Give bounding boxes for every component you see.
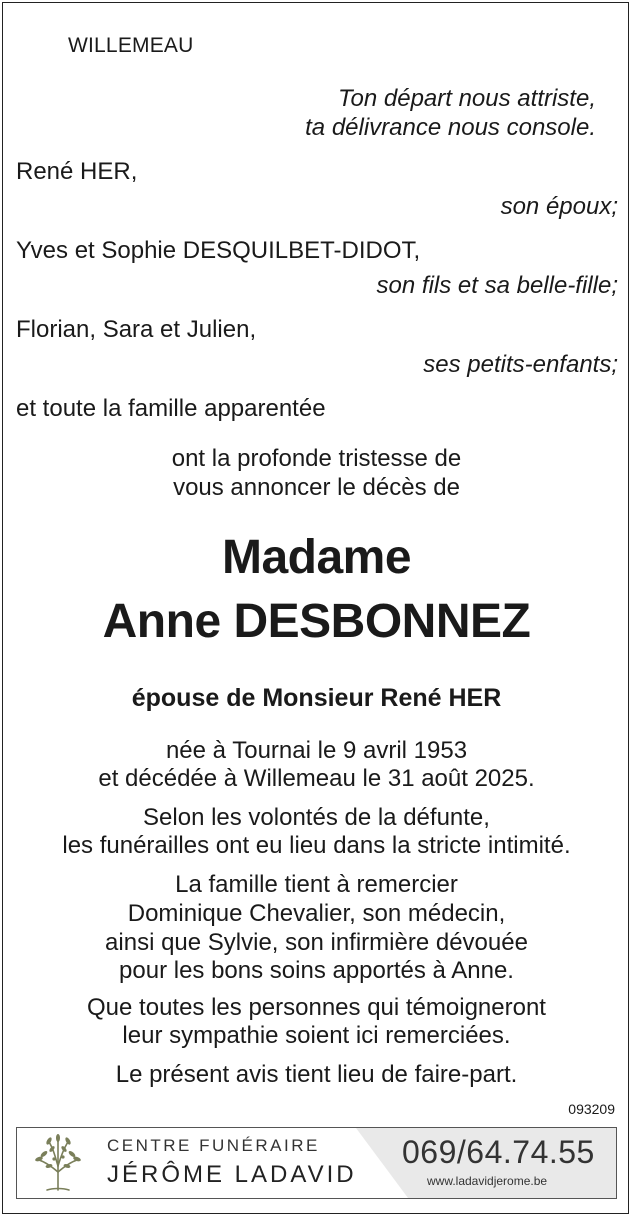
funeral-home-name: JÉRÔME LADAVID: [107, 1161, 357, 1188]
phone-number: 069/64.74.55: [402, 1134, 595, 1170]
family-member-relation: son époux;: [500, 193, 618, 220]
family-member-name: Florian, Sara et Julien,: [16, 316, 257, 343]
announce-line-2: vous annoncer le décès de: [173, 474, 460, 501]
reference-number: 093209: [568, 1101, 615, 1117]
deceased-title: Madame: [221, 531, 412, 584]
thanks-line-3: ainsi que Sylvie, son infirmière dévouée: [105, 929, 528, 956]
wishes-line-2: les funérailles ont eu lieu dans la stricte intimité.: [62, 832, 571, 859]
family-extra: et toute la famille apparentée: [16, 395, 326, 422]
thanks-line-4: pour les bons soins apportés à Anne.: [119, 957, 514, 984]
olive-tree-icon: [27, 1132, 89, 1194]
epigraph-line-2: ta délivrance nous console.: [305, 114, 596, 141]
thanks-line-1: La famille tient à remercier: [175, 871, 458, 898]
birth-line: née à Tournai le 9 avril 1953: [165, 737, 468, 764]
family-member-name: Yves et Sophie DESQUILBET-DIDOT,: [16, 237, 421, 264]
family-member-name: René HER,: [16, 158, 138, 185]
people-line-1: Que toutes les personnes qui témoigneront: [87, 994, 546, 1021]
notice-line: Le présent avis tient lieu de faire-part.: [115, 1061, 518, 1088]
family-member-relation: son fils et sa belle-fille;: [376, 272, 618, 299]
website-link[interactable]: www.ladavidjerome.be: [427, 1174, 548, 1188]
funeral-home-banner: [16, 1127, 617, 1199]
family-member-relation: ses petits-enfants;: [423, 351, 618, 378]
deceased-spouse: épouse de Monsieur René HER: [131, 684, 502, 712]
announce-line-1: ont la profonde tristesse de: [171, 445, 462, 472]
deceased-name: Anne DESBONNEZ: [102, 595, 531, 648]
death-line: et décédée à Willemeau le 31 août 2025.: [98, 765, 535, 792]
wishes-line-1: Selon les volontés de la défunte,: [143, 804, 490, 831]
thanks-line-2: Dominique Chevalier, son médecin,: [127, 900, 506, 927]
epigraph-line-1: Ton départ nous attriste,: [338, 85, 596, 112]
funeral-home-label: CENTRE FUNÉRAIRE: [107, 1136, 320, 1155]
town-name: WILLEMEAU: [68, 34, 194, 57]
people-line-2: leur sympathie soient ici remerciées.: [122, 1022, 511, 1049]
